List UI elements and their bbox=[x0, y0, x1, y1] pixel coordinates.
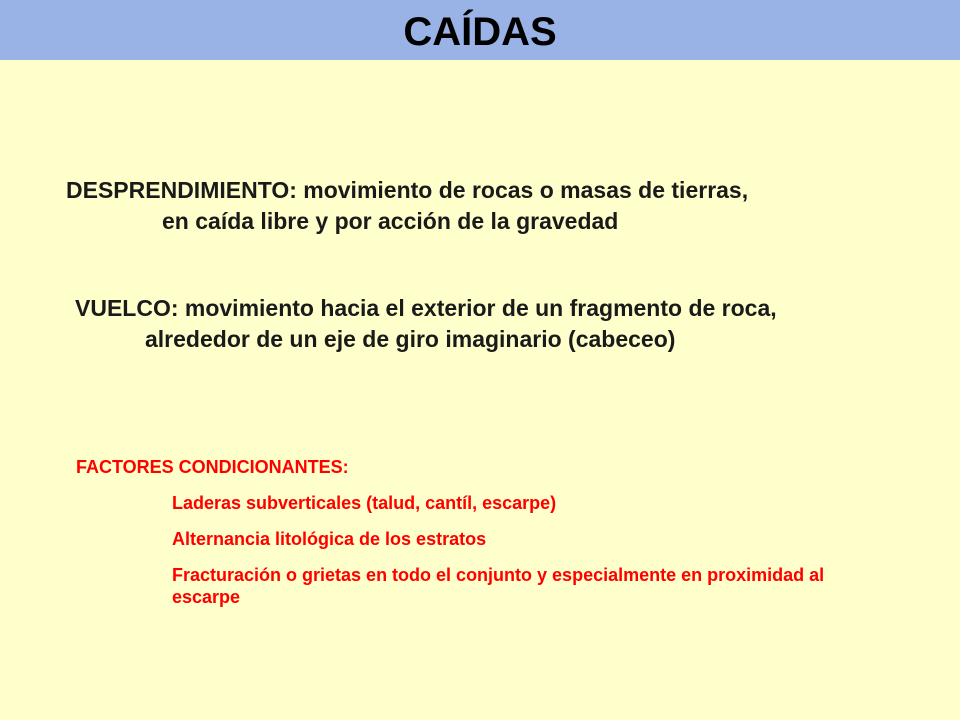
factor-list bbox=[76, 492, 872, 608]
definition-vuelco bbox=[75, 293, 777, 355]
factor-item: Alternancia litológica de los estratos bbox=[172, 529, 487, 549]
definition-text-line1: : movimiento hacia el exterior de un fragmento de roca, bbox=[170, 295, 777, 321]
definition-text-line2: en caída libre y por acción de la gravedad bbox=[162, 208, 619, 234]
factors-section bbox=[76, 456, 872, 622]
page-title: CAÍDAS bbox=[403, 10, 557, 54]
definition-term: DESPRENDIMIENTO bbox=[66, 177, 290, 203]
factor-item: Fracturación o grietas en todo el conjunto y especialmente en proximidad al escarpe bbox=[172, 565, 825, 607]
definition-text-line1: : movimiento de rocas o masas de tierras, bbox=[289, 177, 749, 203]
definition-term: VUELCO bbox=[75, 295, 171, 321]
definition-desprendimiento bbox=[66, 175, 748, 237]
factors-heading: FACTORES CONDICIONANTES: bbox=[76, 457, 349, 477]
factor-item: Laderas subverticales (talud, cantíl, escarpe) bbox=[172, 493, 557, 513]
definition-text-line2: alrededor de un eje de giro imaginario (cabeceo) bbox=[145, 326, 676, 352]
